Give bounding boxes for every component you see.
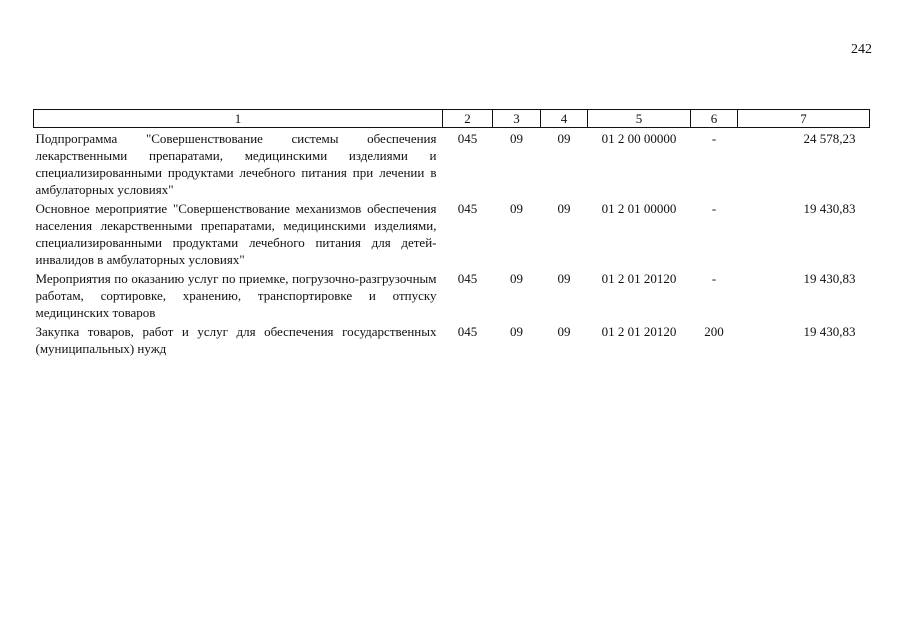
row-subsection: 09: [557, 131, 571, 146]
row-section: 09: [510, 131, 523, 146]
row-amount: 24 578,23: [803, 131, 856, 146]
header-col-1: 1: [34, 110, 443, 128]
row-amount: 19 430,83: [803, 324, 856, 339]
row-amount: 19 430,83: [803, 271, 856, 286]
row-name: Закупка товаров, работ и услуг для обеспечения государственных (муниципальных) нужд: [35, 324, 437, 356]
row-subsection: 09: [557, 201, 571, 216]
header-col-4: 4: [541, 110, 588, 128]
row-name: Основное мероприятие "Совершенствование механизмов обеспечения населения лекарственными препаратами, медицинскими изделиями, специализированными продуктами лечебного питания для детей-инвалидов в амбулаторных условиях": [35, 201, 437, 267]
budget-table: [33, 109, 870, 357]
table-row: [34, 321, 870, 357]
row-section: 09: [510, 271, 523, 286]
row-section: 09: [510, 324, 523, 339]
row-type: 200: [704, 324, 724, 339]
row-type: -: [711, 131, 717, 146]
row-target: 01 2 01 20120: [601, 271, 677, 286]
row-target: 01 2 01 20120: [601, 324, 677, 339]
table-row: [34, 128, 870, 199]
row-type: -: [711, 201, 717, 216]
row-type: -: [711, 271, 717, 286]
row-name: Мероприятия по оказанию услуг по приемке, погрузочно-разгрузочным работам, сортировке, хранению, транспортировке и отпуску медицинских товаров: [35, 271, 437, 320]
row-code: 045: [457, 201, 478, 216]
header-row: [34, 110, 870, 128]
row-subsection: 09: [557, 271, 571, 286]
table-row: [34, 268, 870, 321]
row-code: 045: [457, 324, 478, 339]
row-target: 01 2 00 00000: [601, 131, 677, 146]
row-code: 045: [457, 271, 478, 286]
row-subsection: 09: [557, 324, 571, 339]
page-number: 242: [851, 42, 872, 57]
header-col-6: 6: [691, 110, 738, 128]
row-name: Подпрограмма "Совершенствование системы обеспечения лекарственными препаратами, медицинскими изделиями и специализированными продуктами лечебного питания при лечении в амбулаторных условиях": [35, 131, 437, 197]
row-code: 045: [457, 131, 478, 146]
row-amount: 19 430,83: [803, 201, 856, 216]
row-target: 01 2 01 00000: [601, 201, 677, 216]
header-col-7: 7: [738, 110, 870, 128]
header-col-3: 3: [493, 110, 541, 128]
row-section: 09: [510, 201, 523, 216]
header-col-2: 2: [443, 110, 493, 128]
header-col-5: 5: [588, 110, 691, 128]
table-row: [34, 198, 870, 268]
